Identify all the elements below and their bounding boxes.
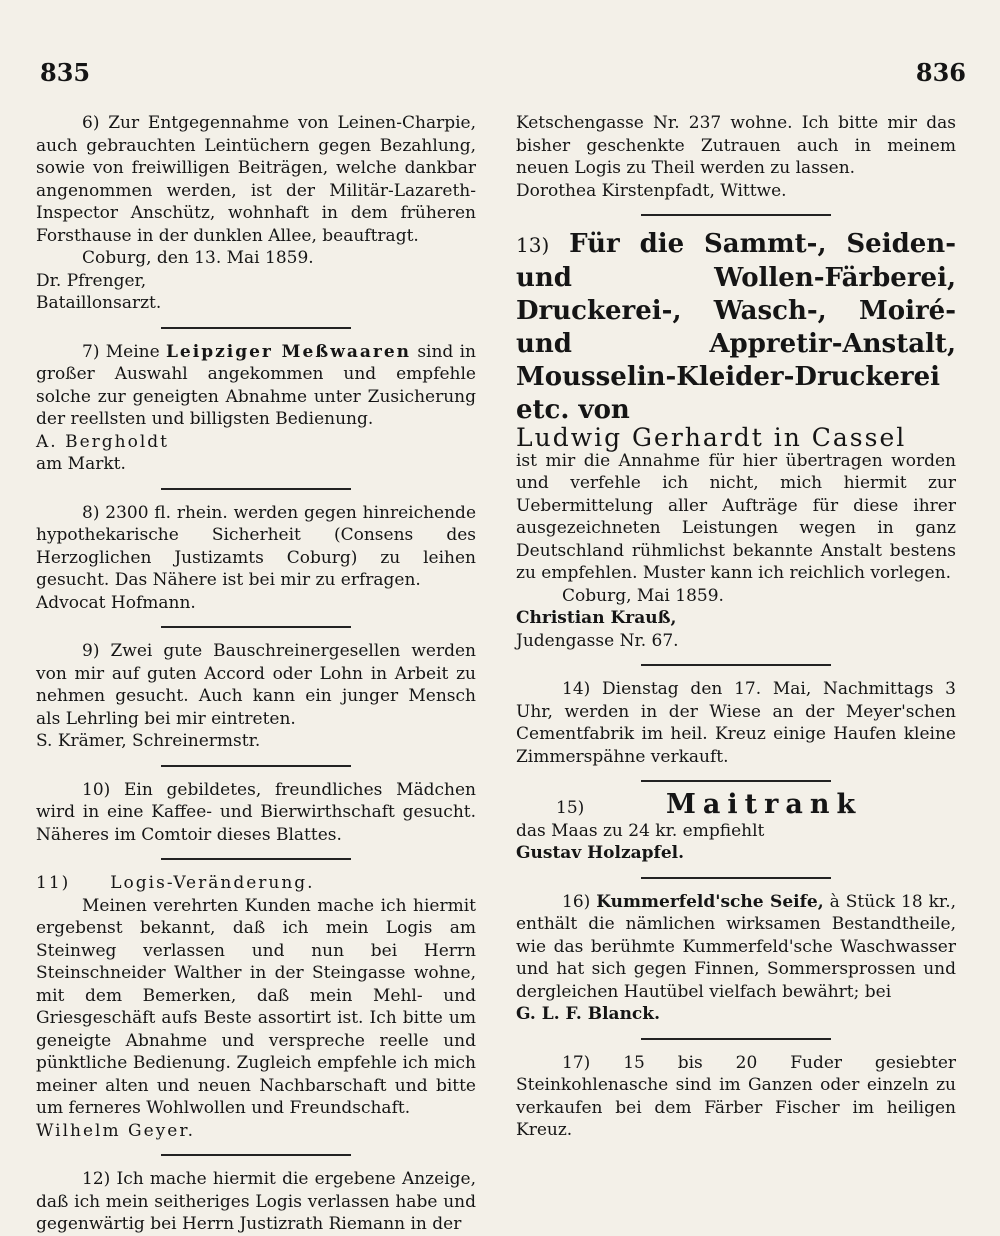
ad-signature-title: Bataillonsarzt. <box>36 293 162 313</box>
ad-body: sind in großer Auswahl angekommen und empfehle solche zur geneigten Abnahme unter Zusicherung der reellsten und billigsten Bedienung. <box>36 341 476 429</box>
ad-12-continued <box>516 112 956 202</box>
ad-highlight: Leipziger Meßwaaren <box>165 341 412 362</box>
ad-highlight: Kummerfeld'sche Seife, <box>596 891 824 912</box>
ad-15 <box>516 789 956 865</box>
left-column <box>36 112 476 1236</box>
page-number-left: 835 <box>40 58 91 87</box>
ad-signature: S. Krämer, Schreinermstr. <box>36 731 261 751</box>
ad-number: 16) <box>562 891 591 912</box>
ad-body: 15 bis 20 Fuder gesiebter Steinkohlenasche sind im Ganzen oder einzeln zu verkaufen bei dem Färber Fischer im heiligen Kreuz. <box>516 1052 957 1140</box>
ad-16 <box>516 891 956 1026</box>
ad-number: 12) <box>82 1169 111 1189</box>
divider <box>641 780 831 782</box>
divider <box>161 765 351 767</box>
divider <box>161 858 351 860</box>
ad-6 <box>36 112 476 315</box>
ad-8 <box>36 502 476 615</box>
ad-signature: G. L. F. Blanck. <box>516 1004 660 1024</box>
ad-9 <box>36 640 476 753</box>
ad-heading: Maitrank <box>666 789 863 820</box>
ad-number: 17) <box>562 1052 591 1073</box>
ad-heading: Logis-Veränderung. <box>110 873 315 893</box>
ad-10 <box>36 779 476 847</box>
ad-headline: Für die Sammt-, Seiden- und Wollen-Färberei, Druckerei-, Wasch-, Moiré- und Appretir-Anstalt, Mousselin-Kleider-Druckerei etc. von <box>516 229 956 425</box>
ad-number: 6) <box>82 113 100 133</box>
divider <box>161 626 351 628</box>
ad-body: ist mir die Annahme für hier übertragen worden und verfehle ich nicht, mich hiermit zur Uebermittelung aller Aufträge für diese ihrer ausgezeichneten Leistungen wegen in ganz Deutschland rühmlichst bekannte Anstalt bestens zu empfehlen. Muster kann ich reichlich vorlegen. <box>516 450 956 583</box>
right-column <box>516 112 956 1142</box>
ad-company-name: Ludwig Gerhardt in Cassel <box>516 423 907 452</box>
ad-number: 11) <box>36 873 71 893</box>
ad-body: Zwei gute Bauschreinergesellen werden von mir auf guten Accord oder Lohn in Arbeit zu nehmen gesucht. Auch kann ein junger Mensch als Lehrling bei mir eintreten. <box>36 641 476 729</box>
divider <box>641 214 831 216</box>
ad-signature-address: Judengasse Nr. 67. <box>516 630 679 651</box>
ad-body: Zur Entgegennahme von Leinen-Charpie, auch gebrauchten Leintüchern gegen Bezahlung, sowie von freiwilligen Beiträgen, welche dankbar angenommen werden, ist der Militär-Lazareth-Inspector Anschütz, wohnhaft in dem früheren Forsthause in der dunklen Allee, beauftragt. <box>36 113 477 246</box>
ad-body: à Stück 18 kr., enthält die nämlichen wirksamen Bestandtheile, wie das berühmte Kummerfeld'sche Waschwasser und hat sich gegen Finnen, Sommersprossen und dergleichen Hautübel vielfach bewährt; bei <box>516 891 957 1002</box>
ad-17 <box>516 1052 956 1142</box>
ad-number: 10) <box>82 779 111 800</box>
ad-number: 7) <box>82 341 100 362</box>
ad-lead: Meine <box>105 341 160 362</box>
divider <box>161 1154 351 1156</box>
ad-13 <box>516 228 956 652</box>
ad-signature: Dr. Pfrenger, <box>36 270 147 291</box>
ad-number: 13) <box>516 233 550 257</box>
ad-body: Dienstag den 17. Mai, Nachmittags 3 Uhr, werden in der Wiese an der Meyer'schen Cementfabrik im heil. Kreuz einige Haufen kleine Zimmerspähne verkauft. <box>516 679 956 767</box>
ad-signature: Wilhelm Geyer. <box>36 1120 195 1141</box>
ad-number: 15) <box>556 798 585 818</box>
ad-signature: A. Bergholdt <box>36 431 169 452</box>
ad-signature: Christian Krauß, <box>516 608 677 628</box>
divider <box>641 664 831 666</box>
ad-body: Ich mache hiermit die ergebene Anzeige, daß ich mein seitheriges Logis verlassen habe und gegenwärtig bei Herrn Justizrath Riemann in der <box>36 1169 476 1234</box>
ad-body-continuation: Ketschengasse Nr. 237 wohne. Ich bitte mir das bisher geschenkte Zutrauen auch in meinem neuen Logis zu Theil werden zu lassen. <box>516 113 956 178</box>
ad-signature-address: am Markt. <box>36 454 126 474</box>
ad-body: Meinen verehrten Kunden mache ich hiermit ergebenst bekannt, daß ich mein Logis am Steinweg verlassen und nun bei Herrn Steinschneider Walther in der Steingasse wohne, mit dem Bemerken, daß mein Mehl- und Griesgeschäft aufs Beste assortirt ist. Ich bitte um geneigte Abnahme und verspreche reelle und pünktliche Bedienung. Zugleich empfehle ich mich meiner alten und neuen Nachbarschaft und bitte um ferneres Wohlwollen und Freundschaft. <box>36 895 476 1118</box>
ad-signature: Dorothea Kirstenpfadt, Wittwe. <box>516 180 787 201</box>
divider <box>641 877 831 879</box>
divider <box>161 327 351 329</box>
ad-body: 2300 fl. rhein. werden gegen hinreichende hypothekarische Sicherheit (Consens des Herzoglichen Justizamts Coburg) zu leihen gesucht. Das Nähere ist bei mir zu erfragen. <box>36 502 476 590</box>
ad-body: das Maas zu 24 kr. empfiehlt <box>516 820 765 841</box>
divider <box>161 488 351 490</box>
ad-11 <box>36 872 476 1142</box>
ad-signature: Gustav Holzapfel. <box>516 843 685 863</box>
ad-12 <box>36 1168 476 1236</box>
ad-number: 14) <box>562 679 591 699</box>
ad-body: Ein gebildetes, freundliches Mädchen wird in eine Kaffee- und Bierwirthschaft gesucht. Näheres im Comtoir dieses Blattes. <box>36 779 476 845</box>
ad-dateline: Coburg, den 13. Mai 1859. <box>82 248 314 268</box>
ad-dateline: Coburg, Mai 1859. <box>562 585 724 606</box>
ad-number: 8) <box>82 502 100 523</box>
ad-signature: Advocat Hofmann. <box>36 592 196 613</box>
ad-7 <box>36 341 476 476</box>
page-number-right: 836 <box>915 58 966 87</box>
ad-number: 9) <box>82 641 100 661</box>
ad-14 <box>516 678 956 768</box>
divider <box>641 1038 831 1040</box>
